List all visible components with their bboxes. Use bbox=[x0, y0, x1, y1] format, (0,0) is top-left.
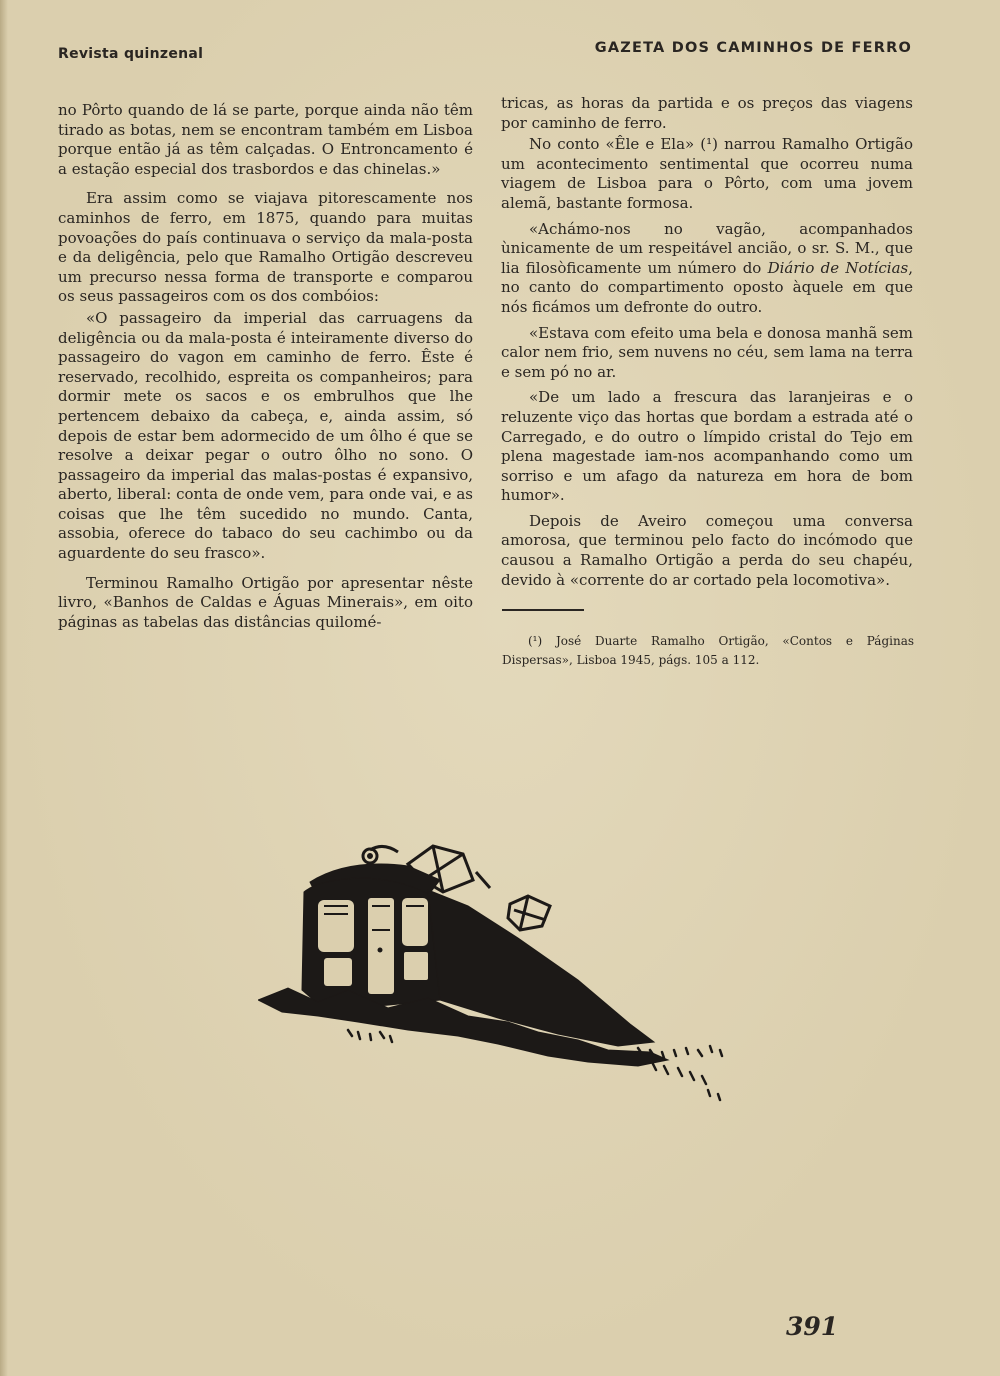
right-paragraph-5: «De um lado a frescura das laranjeiras e o reluzente viço das hortas que bordam a estrada até o Carregado, e do outro o límpido cristal do Tejo em plena magestade iam-nos acompanhando como um sorriso e um afago da natureza em hora de bom humor». bbox=[501, 388, 913, 505]
newspaper-title: Diário de Notícias bbox=[767, 258, 909, 277]
footnote-divider bbox=[502, 609, 584, 611]
quote-text-end: , no canto do compartimento oposto àquele em que nós ficámos um defronte do outro. bbox=[501, 258, 913, 316]
right-paragraph-1: tricas, as horas da partida e os preços das viagens por caminho de ferro. bbox=[501, 94, 913, 132]
left-column bbox=[58, 101, 473, 632]
left-paragraph-2: Era assim como se viajava pitorescamente nos caminhos de ferro, em 1875, quando para muitas povoações do país continuava o serviço da mala-posta e da deligência, pelo que Ramalho Ortigão descreveu um precurso nessa forma de transporte e comparou os seus passageiros com os dos combóios: bbox=[58, 189, 473, 306]
right-paragraph-3 bbox=[501, 220, 913, 318]
right-paragraph-4: «Estava com efeito uma bela e donosa manhã sem calor nem frio, sem nuvens no céu, sem lama na terra e sem pó no ar. bbox=[501, 323, 913, 381]
page-number: 391 bbox=[786, 1312, 839, 1341]
right-paragraph-2: No conto «Êle e Ela» (¹) narrou Ramalho Ortigão um acontecimento sentimental que ocorreu numa viagem de Lisboa para o Pôrto, com uma jovem alemã, bastante formosa. bbox=[501, 135, 913, 212]
footnote: (¹) José Duarte Ramalho Ortigão, «Contos e Páginas Dispersas», Lisboa 1945, págs. 105 a 112. bbox=[502, 634, 914, 667]
quote-text-start: «Achámo-nos no vagão, acompanhados ùnicamente de um respeitável ancião, o sr. S. M., que lia filosòficamente um número do bbox=[501, 219, 913, 277]
left-paragraph-1: no Pôrto quando de lá se parte, porque ainda não têm tirado as botas, nem se encontram também em Lisboa porque então já as têm calçadas. O Entroncamento é a estação especial dos trasbordos e das chinelas.» bbox=[58, 101, 473, 178]
header-journal-title: GAZETA DOS CAMINHOS DE FERRO bbox=[594, 40, 912, 56]
page-edge-shadow bbox=[0, 0, 8, 1376]
header-revista-quinzenal: Revista quinzenal bbox=[58, 46, 204, 62]
right-paragraph-6: Depois de Aveiro começou uma conversa amorosa, que terminou pelo facto do incómodo que causou a Ramalho Ortigão a perda do seu chapéu, devido à «corrente do ar cortado pela locomotiva». bbox=[501, 511, 913, 589]
electric-train-woodcut-icon bbox=[258, 840, 738, 1110]
right-column bbox=[501, 94, 913, 590]
left-paragraph-3: «O passageiro da imperial das carruagens da deligência ou da mala-posta é inteiramente diverso do passageiro do vagon em caminho de ferro. Êste é reservado, recolhido, espreita os companheiros; para dormir mete os sacos e os embrulhos que lhe pertencem debaixo da cabeça, e, ainda assim, só depois de estar bem adormecido de um ôlho é que se resolve a deixar pegar o outro ôlho no sono. O passageiro da imperial das malas-postas é expansivo, aberto, liberal: conta de onde vem, para onde vai, e as coisas que lhe têm sucedido no mundo. Canta, assobia, oferece do tabaco do seu cachimbo ou da aguardente do seu frasco». bbox=[58, 308, 473, 563]
left-paragraph-4: Terminou Ramalho Ortigão por apresentar nêste livro, «Banhos de Caldas e Águas Minerais», em oito páginas as tabelas das distâncias quilomé- bbox=[58, 573, 473, 631]
